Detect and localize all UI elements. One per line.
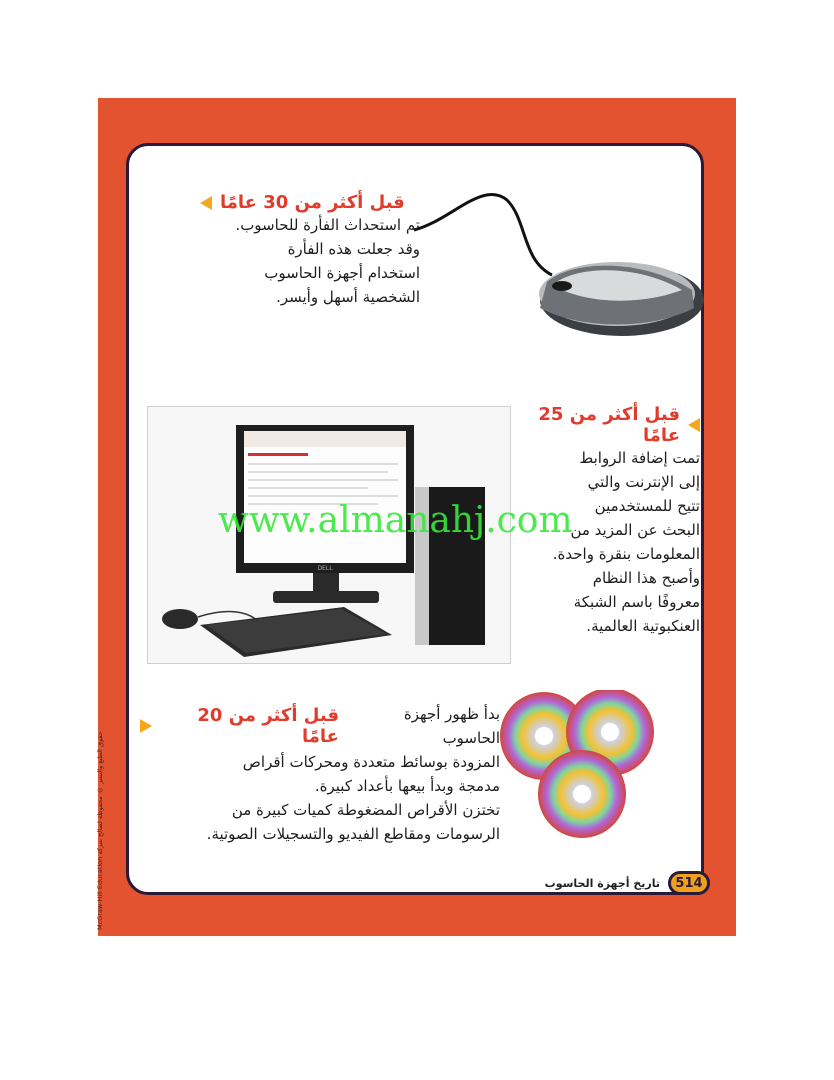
arrow-icon xyxy=(140,719,152,733)
text-line: تختزن الأقراص المضغوطة كميات كبيرة من xyxy=(231,801,500,819)
text-line: بدأ ظهور أجهزة الحاسوب xyxy=(403,705,500,747)
brand-label: DELL xyxy=(317,565,333,572)
section-body xyxy=(510,446,700,638)
section-30-years xyxy=(200,192,420,309)
section-heading: قبل أكثر من 30 عامًا xyxy=(220,192,405,213)
text-line: الرسومات ومقاطع الفيديو والتسجيلات الصوتية. xyxy=(206,825,500,843)
page-number: 514 xyxy=(668,871,710,895)
text-line: البحث عن المزيد من xyxy=(570,521,700,539)
text-line: إلى الإنترنت والتي xyxy=(587,473,700,491)
text-line: العنكبوتية العالمية. xyxy=(586,617,700,635)
section-body xyxy=(200,213,420,309)
arrow-icon xyxy=(200,196,212,210)
section-heading: قبل أكثر من 20 عامًا xyxy=(197,705,339,747)
text-line: تم استحداث الفأرة للحاسوب. xyxy=(235,216,420,234)
section-20-years xyxy=(140,702,500,846)
arrow-icon xyxy=(688,418,700,432)
section-heading-row xyxy=(200,192,420,213)
text-line: الشخصية أسهل وأيسر. xyxy=(276,288,420,306)
section-heading-row xyxy=(140,702,500,750)
section-heading: قبل أكثر من 25 عامًا xyxy=(538,404,680,446)
chapter-title: تاريخ أجهزة الحاسوب xyxy=(544,876,660,890)
section-heading-row xyxy=(510,404,700,446)
computer-mouse-image xyxy=(412,190,704,340)
section-body xyxy=(140,750,500,846)
text-line: وقد جعلت هذه الفأرة xyxy=(287,240,420,258)
text-line: تتيح للمستخدمين xyxy=(594,497,700,515)
copyright-credit: McGraw-Hill Education حقوق الطبع والنشر © محفوظة لصالح شركة xyxy=(96,731,104,930)
text-line: مدمجة وبدأ بيعها بأعداد كبيرة. xyxy=(314,777,500,795)
compact-discs-image xyxy=(498,690,668,840)
text-line: وأصبح هذا النظام xyxy=(592,569,700,587)
page-footer xyxy=(520,868,710,898)
text-line: تمت إضافة الروابط xyxy=(579,449,700,467)
text-line: المعلومات بنقرة واحدة. xyxy=(552,545,700,563)
text-line: المزودة بوسائط متعددة ومحركات أقراص xyxy=(242,753,500,771)
text-line: استخدام أجهزة الحاسوب xyxy=(264,264,420,282)
watermark: www.almanahj.com xyxy=(218,500,573,541)
text-line: معروفًا باسم الشبكة xyxy=(573,593,700,611)
